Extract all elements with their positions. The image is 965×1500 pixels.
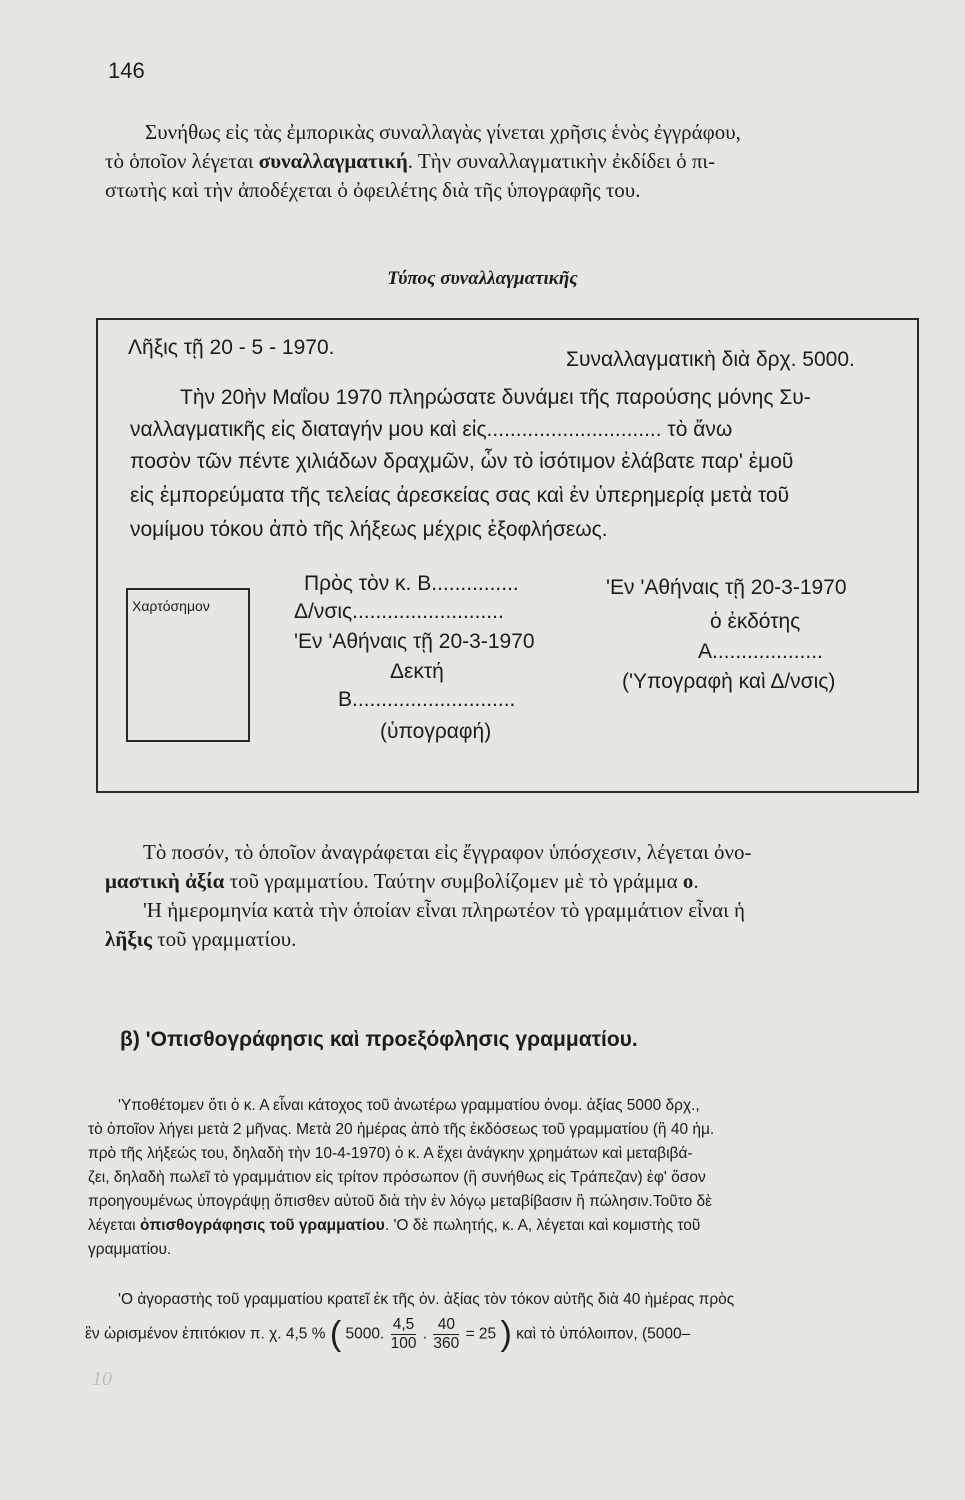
fraction-days-num: 40 bbox=[433, 1316, 459, 1335]
page-number: 146 bbox=[108, 58, 145, 83]
section-heading: β) 'Οπισθογράφησις καὶ προεξόφλησις γραμματίου. bbox=[120, 1028, 638, 1051]
bill-of-exchange-form bbox=[96, 318, 919, 793]
p3-line-2: τὸ ὁποῖον λήγει μετὰ 2 μῆνας. Μετὰ 20 ἡμέρας ἀπὸ τῆς ἐκδόσεως τοῦ γραμματίου (ἢ 40 ἡμ. bbox=[88, 1121, 715, 1138]
intro-paragraph bbox=[105, 118, 925, 205]
revenue-stamp-box bbox=[126, 588, 250, 742]
fraction-days-den: 360 bbox=[433, 1335, 460, 1352]
p2-end: . bbox=[693, 869, 699, 893]
acceptor-signature-label: (ὑπογραφή) bbox=[380, 720, 492, 743]
acceptance-word: Δεκτή bbox=[390, 660, 444, 683]
discount-formula-line bbox=[85, 1315, 920, 1363]
form-body-line-4: εἰς ἐμπορεύματα τῆς τελείας ἀρεσκείας σας καὶ ἐν ὑπερημερίᾳ μετὰ τοῦ bbox=[130, 484, 790, 507]
p2-line-1: Τὸ ποσόν, τὸ ὁποῖον ἀναγράφεται εἰς ἔγγραφον ὑπόσχεσιν, λέγεται ὀνο- bbox=[143, 840, 752, 864]
p3-line-6 bbox=[88, 1214, 920, 1238]
p3-line-7: γραμματίου. bbox=[88, 1241, 172, 1258]
form-title: Τύπος συναλλαγματικῆς bbox=[387, 268, 578, 289]
term-bill-of-exchange: συναλλαγματική bbox=[258, 149, 408, 173]
formula-paren-close: ) bbox=[500, 1315, 512, 1353]
p2-line-2 bbox=[105, 867, 925, 896]
acceptance-place-date: 'Εν 'Αθήναις τῇ 20-3-1970 bbox=[294, 630, 535, 653]
fraction-days bbox=[433, 1316, 459, 1353]
intro-line-1: Συνήθως εἰς τὰς ἐμπορικὰς συναλλαγὰς γίνεται χρῆσις ἑνὸς ἐγγράφου, bbox=[145, 120, 741, 144]
formula-base: 5000. bbox=[345, 1325, 385, 1343]
p3-line-3: πρὸ τῆς λήξεώς του, δηλαδὴ τὴν 10-4-1970) ὁ κ. Α ἔχει ἀνάγκην χρημάτων καὶ μεταβιβά- bbox=[88, 1145, 693, 1162]
symbol-o: ο bbox=[682, 869, 694, 893]
intro-line-2 bbox=[105, 147, 925, 176]
fraction-rate-den: 100 bbox=[390, 1335, 417, 1352]
issuer-signature-line: Α................... bbox=[698, 640, 823, 663]
p2-text-4: τοῦ γραμματίου. bbox=[151, 927, 297, 951]
nominal-value-paragraph bbox=[105, 838, 925, 954]
intro-text: τὸ ὁποῖον λέγεται bbox=[105, 149, 259, 173]
issuer-label: ὁ ἐκδότης bbox=[710, 610, 801, 633]
term-endorsement: ὀπισθογράφησις τοῦ γραμματίου bbox=[139, 1217, 385, 1234]
form-body-line-1: Τὴν 20ὴν Μαΐου 1970 πληρώσατε δυνάμει τῆς παρούσης μόνης Συ- bbox=[180, 386, 811, 409]
issuer-signature-label: ('Υπογραφὴ καὶ Δ/νσις) bbox=[622, 670, 836, 693]
drawee-address: Δ/νσις.......................... bbox=[294, 600, 504, 623]
p3-line-1: 'Υποθέτομεν ὅτι ὁ κ. Α εἶναι κάτοχος τοῦ ἀνωτέρω γραμματίου ὀνομ. ἀξίας 5000 δρχ., bbox=[118, 1097, 700, 1114]
endorsement-paragraph bbox=[88, 1094, 920, 1262]
issue-place-date: 'Εν 'Αθήναις τῇ 20-3-1970 bbox=[606, 576, 847, 599]
formula-result: = 25 bbox=[465, 1325, 497, 1343]
discount-paragraph bbox=[88, 1288, 920, 1312]
p3-line-5: προηγουμένως ὑπογράψῃ ὄπισθεν αὐτοῦ διὰ τὴν ἐν λόγῳ μεταβίβασιν ἢ πώλησιν.Τοῦτο δὲ bbox=[88, 1193, 713, 1210]
formula-paren-open: ( bbox=[329, 1315, 342, 1353]
form-body-line-5: νομίμου τόκου ἀπὸ τῆς λήξεως μέχρις ἐξοφλήσεως. bbox=[130, 518, 608, 541]
p4-line-2-post: καὶ τὸ ὑπόλοιπον, (5000– bbox=[516, 1325, 691, 1343]
stamp-label: Χαρτόσημον bbox=[132, 598, 210, 614]
p2-text: τοῦ γραμματίου. Ταύτην συμβολίζομεν μὲ τὸ γράμμα bbox=[224, 869, 683, 893]
drawee-name: Πρὸς τὸν κ. Β............... bbox=[304, 572, 519, 595]
term-nominal-value: μαστικὴ ἀξία bbox=[105, 869, 225, 893]
p3-text-post: . 'Ο δὲ πωλητής, κ. Α, λέγεται καὶ κομιστὴς τοῦ bbox=[384, 1217, 701, 1234]
amount-heading: Συναλλαγματικὴ διὰ δρχ. 5000. bbox=[566, 348, 855, 371]
p4-line-1: 'Ο ἀγοραστὴς τοῦ γραμματίου κρατεῖ ἐκ τῆς ὀν. ἀξίας τὸν τόκον αὐτῆς διὰ 40 ἡμέρας πρὸς bbox=[118, 1291, 735, 1308]
fraction-rate bbox=[391, 1316, 417, 1353]
fraction-rate-num: 4,5 bbox=[391, 1316, 417, 1335]
term-maturity: λῆξις bbox=[105, 927, 152, 951]
p4-line-2-text: ἓν ὡρισμένον ἐπιτόκιον π. χ. 4,5 % bbox=[85, 1325, 326, 1343]
bleed-through-page-number: 10 bbox=[92, 1368, 112, 1390]
maturity-date: Λῆξις τῇ 20 - 5 - 1970. bbox=[128, 336, 335, 359]
p3-line-4: ζει, δηλαδὴ πωλεῖ τὸ γραμμάτιον εἰς τρίτον πρόσωπον (ἢ συνήθως εἰς Τράπεζαν) ἐφ' ὅσον bbox=[88, 1169, 706, 1186]
intro-line-3: στωτὴς καὶ τὴν ἀποδέχεται ὁ ὀφειλέτης διὰ τῆς ὑπογραφῆς του. bbox=[105, 178, 641, 202]
p2-line-3: 'Η ἡμερομηνία κατὰ τὴν ὁποίαν εἶναι πληρωτέον τὸ γραμμάτιον εἶναι ἡ bbox=[143, 898, 746, 922]
form-body-line-2: ναλλαγματικῆς εἰς διαταγήν μου καὶ εἰς.............................. τὸ ἄνω bbox=[130, 418, 733, 441]
formula-dot: . bbox=[422, 1325, 428, 1343]
acceptor-signature-line: Β............................ bbox=[338, 688, 516, 711]
p3-text: λέγεται bbox=[88, 1217, 140, 1234]
form-body-line-3: ποσὸν τῶν πέντε χιλιάδων δραχμῶν, ὧν τὸ ἰσότιμον ἐλάβατε παρ' ἐμοῦ bbox=[130, 450, 794, 473]
p2-line-4 bbox=[105, 925, 925, 954]
intro-text-post: . Τὴν συναλλαγματικὴν ἐκδίδει ὁ πι- bbox=[407, 149, 716, 173]
